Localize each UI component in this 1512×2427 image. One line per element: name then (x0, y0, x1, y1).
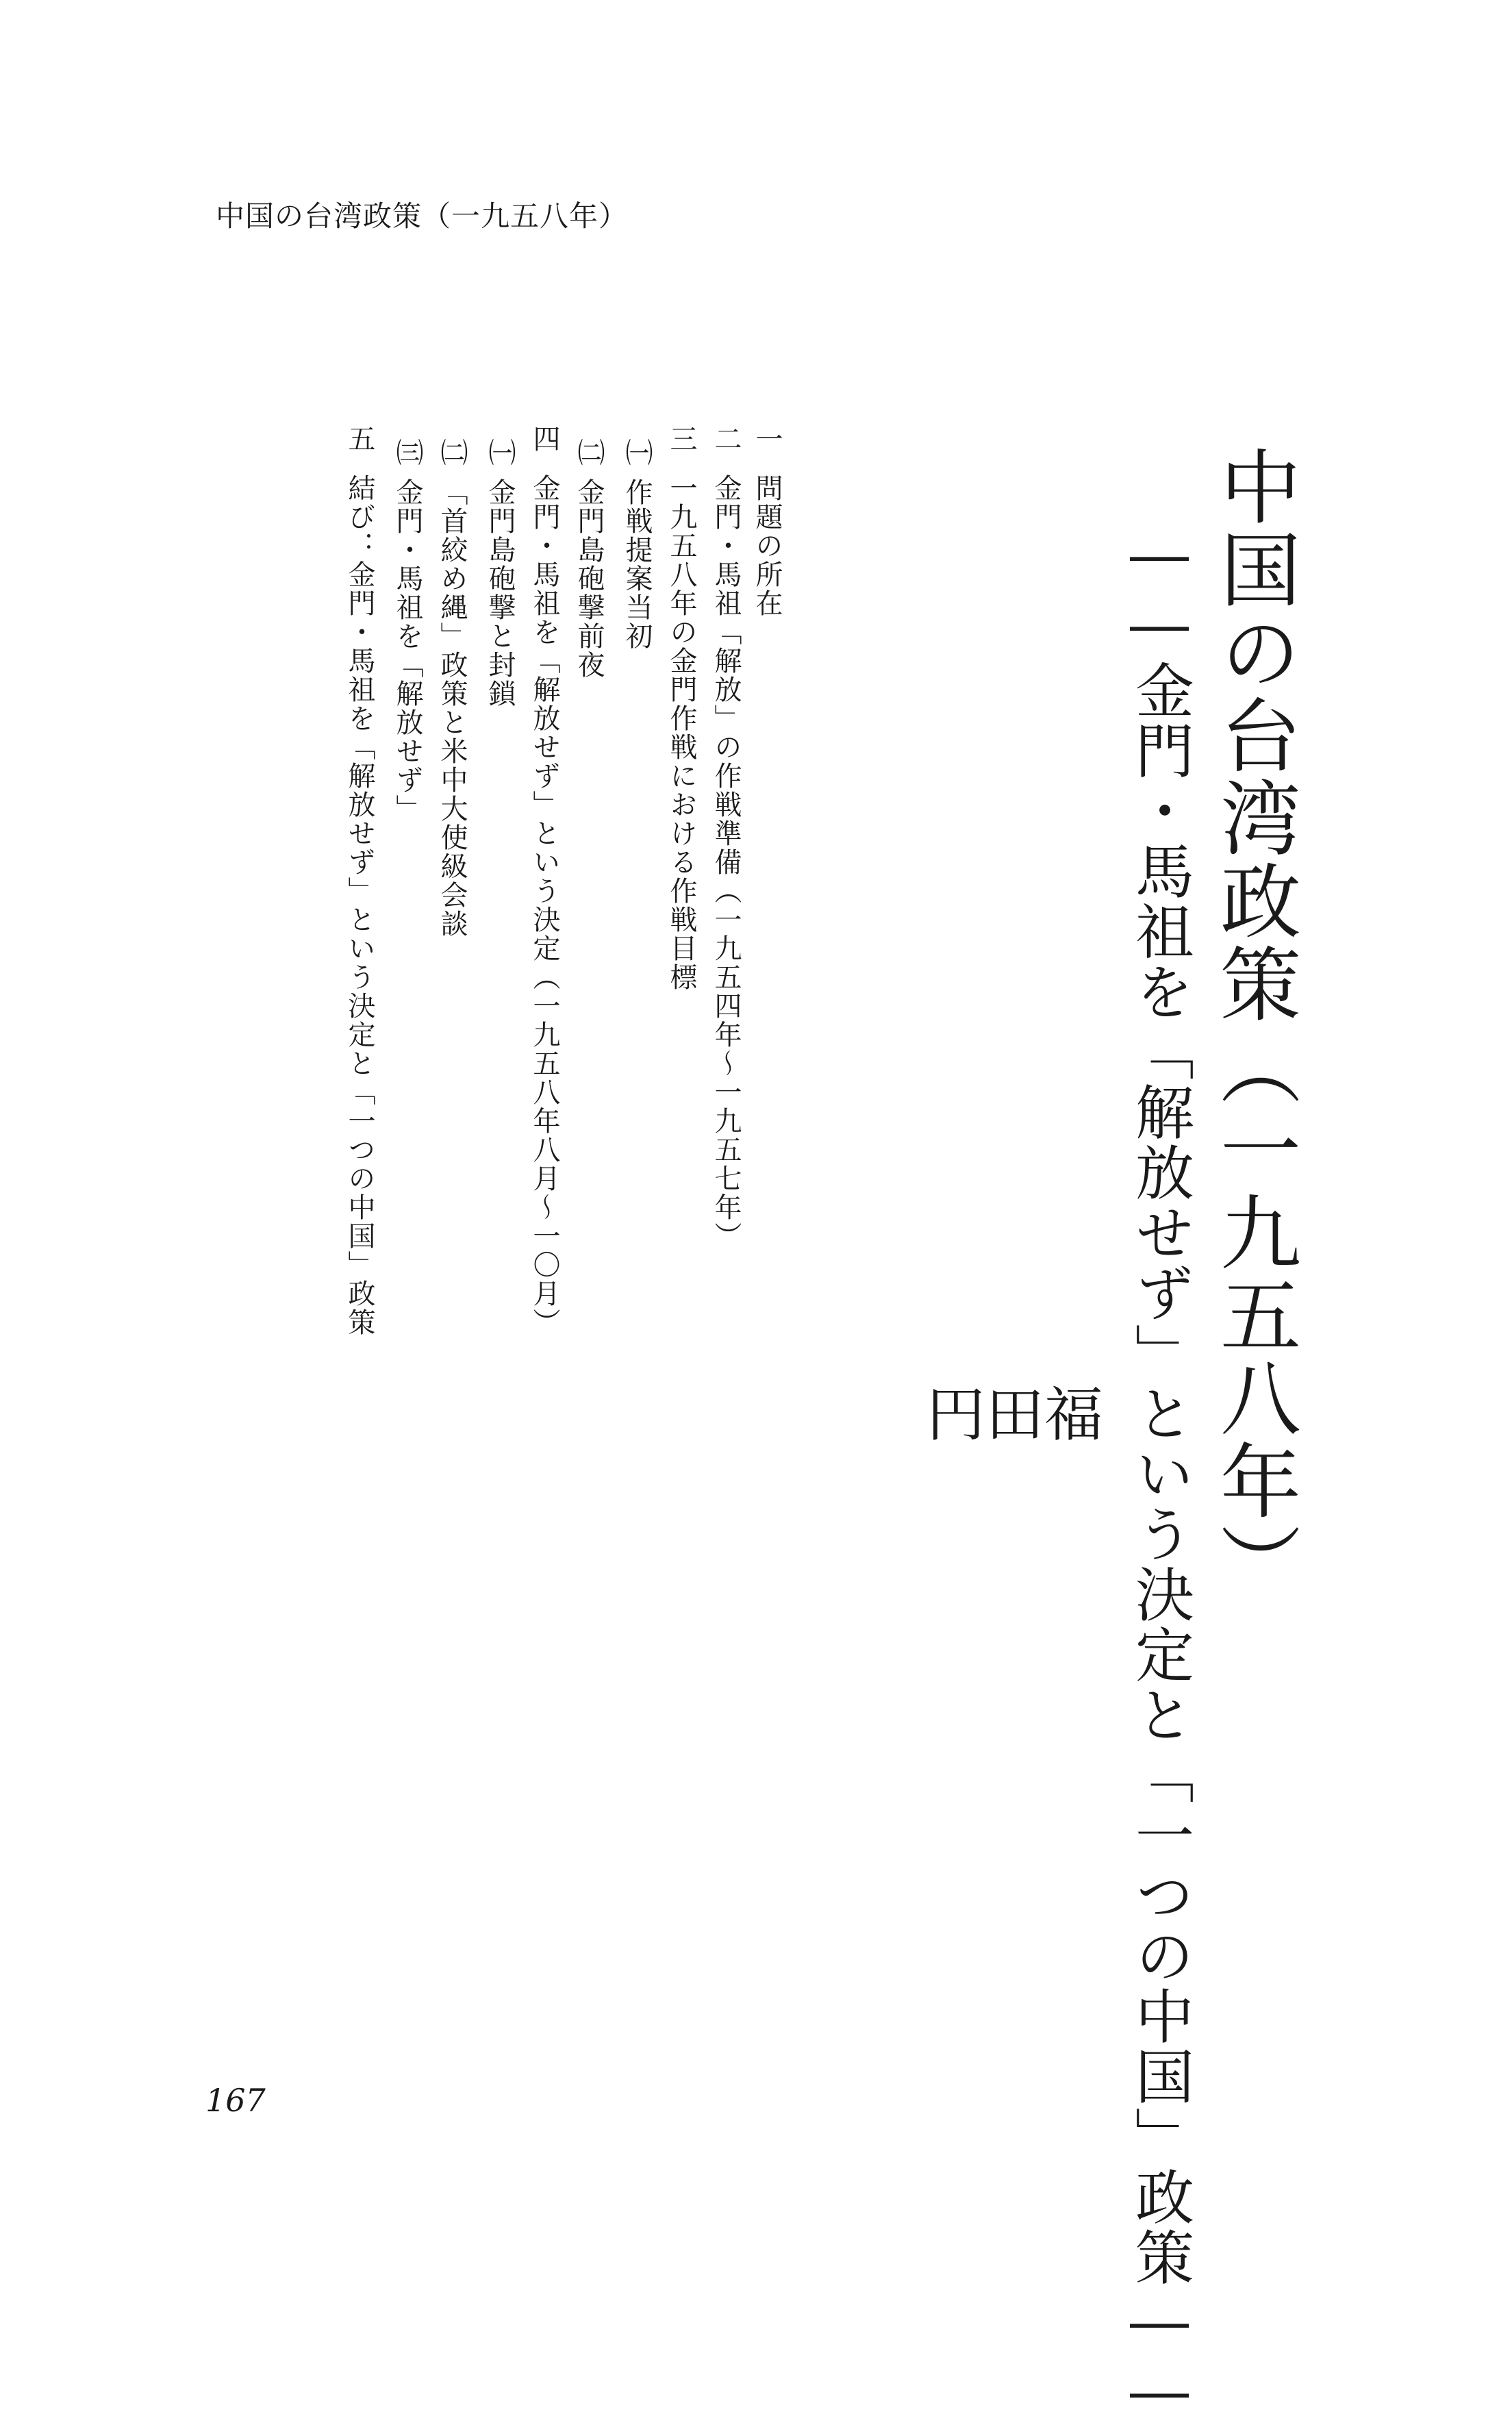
toc-text: 「首絞め縄」政策と米中大使級会談 (436, 478, 468, 938)
toc-item (668, 425, 695, 992)
toc-text: 金門・馬祖を「解放せず」 (392, 478, 423, 823)
toc-marker: ㈡ (573, 438, 605, 467)
toc-marker: 一 (751, 425, 783, 453)
toc-marker: 三 (666, 425, 697, 453)
toc-text: 結び：金門・馬祖を「解放せず」という決定と「一つの中国」政策 (344, 474, 375, 1337)
author-name (916, 1383, 1102, 2000)
toc-item (712, 425, 740, 1250)
toc-text: 金門・馬祖「解放」の作戦準備（一九五四年〜一九五七年） (710, 474, 742, 1250)
toc-text: 作戦提案当初 (621, 478, 653, 651)
toc-marker: ㈡ (436, 438, 468, 467)
article-title: 中国の台湾政策（一九五八年） (1207, 445, 1301, 1605)
toc-item (753, 425, 781, 618)
page-number: 167 (205, 2082, 266, 2119)
toc-marker: ㈢ (392, 438, 423, 467)
toc-item (394, 438, 421, 823)
toc-item (346, 425, 373, 1337)
toc-marker: 五 (344, 425, 375, 453)
author-char: 田 (975, 1383, 1044, 1442)
toc-item (575, 438, 603, 679)
toc-item (438, 438, 466, 938)
author-char: 福 (1034, 1383, 1102, 1442)
toc-text: 問題の所在 (751, 474, 783, 618)
article-subtitle: ――金門・馬祖を「解放せず」という決定と「一つの中国」政策―― (1125, 520, 1194, 2427)
running-header: 中国の台湾政策（一九五八年） (216, 199, 629, 233)
toc-marker: ㈠ (484, 438, 516, 467)
toc-text: 金門島砲撃前夜 (573, 478, 605, 679)
toc-marker: ㈠ (621, 438, 653, 467)
toc-text: 一九五八年の金門作戦における作戦目標 (666, 474, 697, 992)
toc-marker: 二 (710, 425, 742, 453)
toc-marker: 四 (529, 425, 560, 453)
toc-item (623, 438, 651, 651)
toc-text: 金門・馬祖を「解放せず」という決定（一九五八年八月〜一〇月） (529, 474, 560, 1337)
toc-item (531, 425, 558, 1337)
author-char: 円 (916, 1383, 985, 1442)
toc-text: 金門島砲撃と封鎖 (484, 478, 516, 708)
toc-item (486, 438, 514, 708)
